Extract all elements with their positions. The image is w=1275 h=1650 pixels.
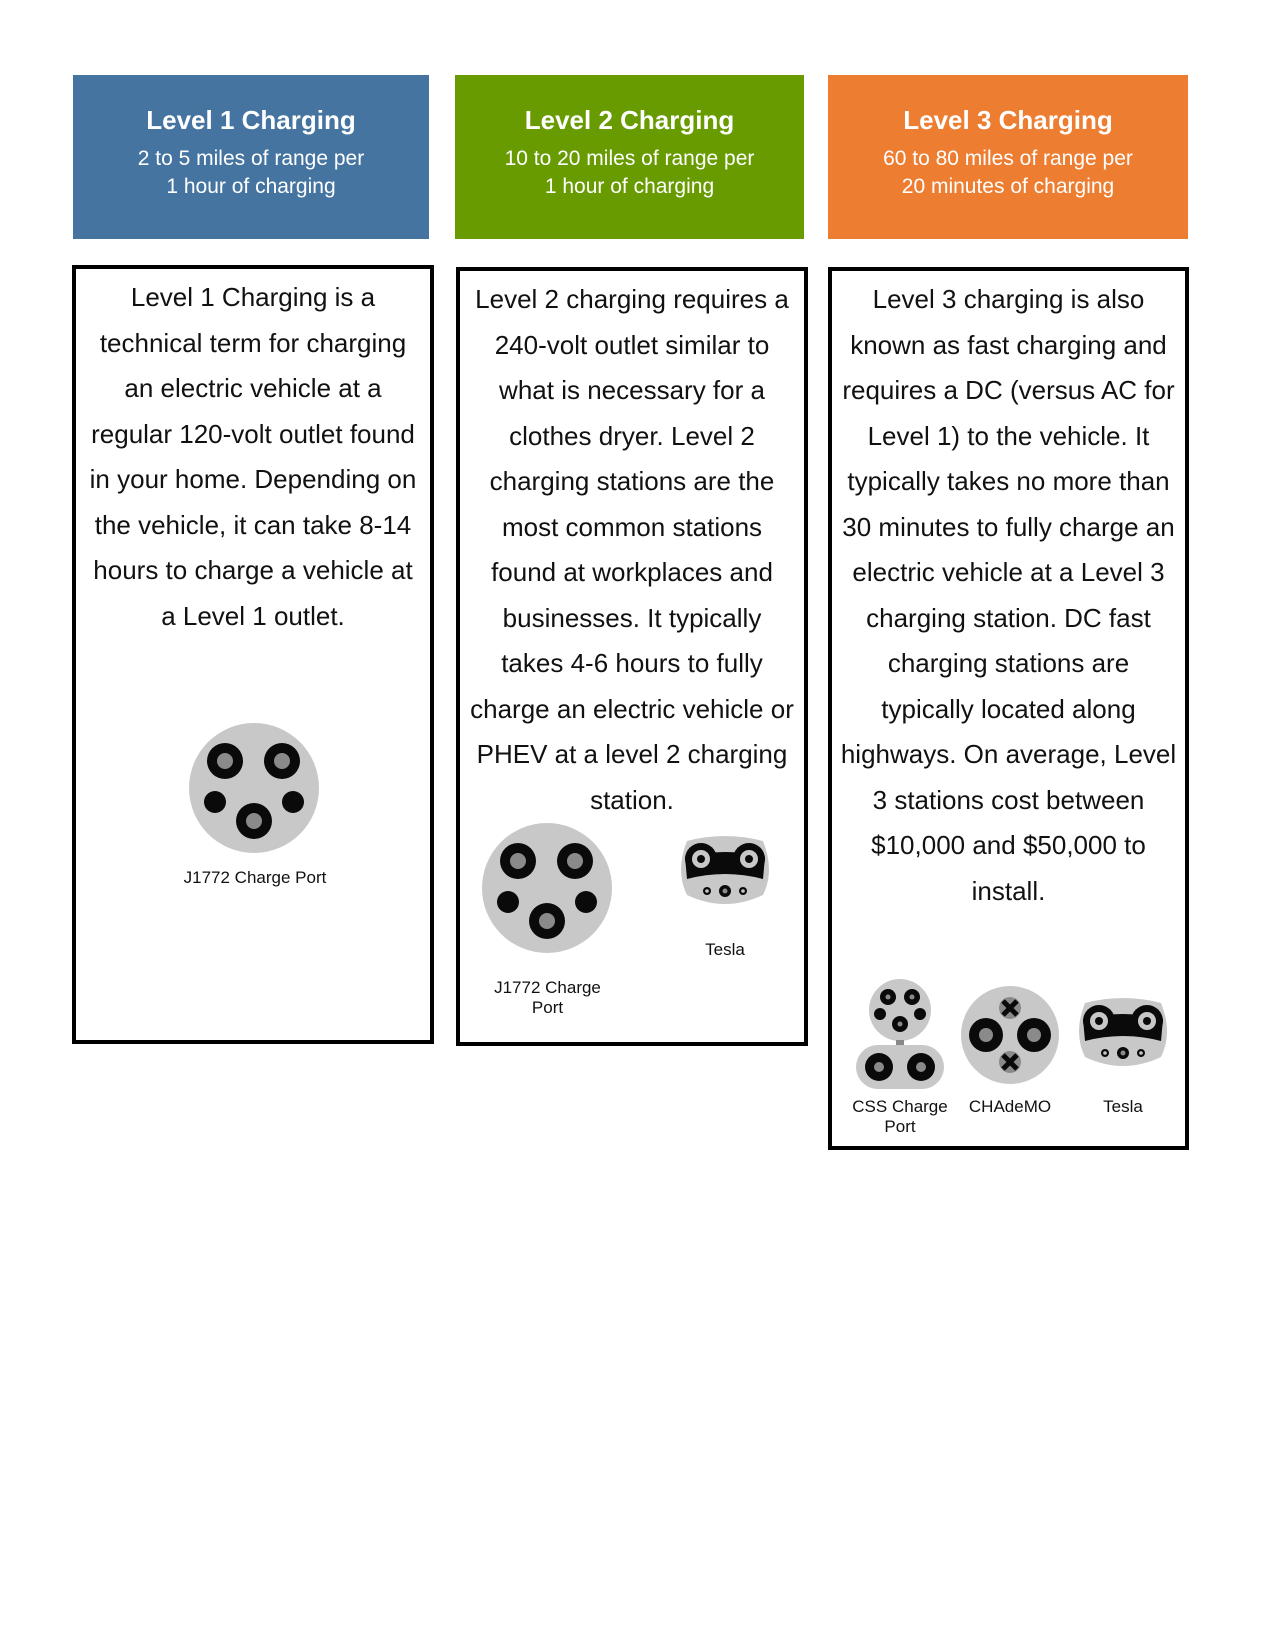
level1-title: Level 1 Charging: [146, 105, 356, 135]
level3-subtitle-line1: 60 to 80 miles of range per: [883, 147, 1133, 170]
tesla-port-icon: [677, 833, 773, 909]
level3-ccs-caption: [840, 1097, 960, 1137]
j1772-port-icon: [481, 822, 613, 954]
level1-subtitle-line2: 1 hour of charging: [166, 175, 336, 198]
caption-line2: Port: [884, 1117, 916, 1136]
caption-line2: Port: [531, 998, 564, 1017]
level2-subtitle-line2: 1 hour of charging: [544, 175, 715, 198]
level3-title: Level 3 Charging: [903, 105, 1113, 135]
level3-chademo-caption: CHAdeMO: [968, 1097, 1052, 1116]
level3-header: [828, 75, 1188, 239]
level3-description: Level 3 charging is also known as fast charging and requires a DC (versus AC for Level 1) to the vehicle. It typically takes no more than 30 minutes to fully charge an electric vehicle at a Level 3 charging station. DC fast charging stations are typically located along highways. On average, Level 3 stations cost between $10,000 and $50,000 to install.: [840, 284, 1177, 906]
j1772-port-icon: [188, 722, 320, 854]
level1-port-caption: J1772 Charge Port: [183, 868, 327, 887]
level2-title: Level 2 Charging: [524, 105, 735, 135]
level2-subtitle-line1: 10 to 20 miles of range per: [504, 147, 755, 170]
level3-tesla-caption: Tesla: [1103, 1097, 1143, 1116]
level2-header: [455, 75, 804, 239]
level1-description: Level 1 Charging is a technical term for charging an electric vehicle at a regular 120-volt outlet found in your home. Depending on the vehicle, it can take 8-14 hours to charge a vehicle at a Level 1 outlet.: [89, 282, 417, 631]
level2-description: Level 2 charging requires a 240-volt outlet similar to what is necessary for a clothes dryer. Level 2 charging stations are the most common stations found at workplaces and businesses. It typically takes 4-6 hours to fully charge an electric vehicle or PHEV at a level 2 charging station.: [470, 284, 794, 815]
caption-line1: CSS Charge: [852, 1097, 948, 1116]
tesla-port-icon: [1075, 995, 1171, 1071]
ccs-port-icon: [854, 978, 946, 1090]
chademo-port-icon: [960, 985, 1060, 1085]
level1-header: [73, 75, 429, 239]
level1-description-box: [72, 265, 434, 1044]
level3-subtitle-line2: 20 minutes of charging: [901, 175, 1115, 198]
caption-line1: J1772 Charge: [494, 978, 601, 997]
level2-tesla-caption: Tesla: [705, 940, 745, 959]
level1-subtitle-line1: 2 to 5 miles of range per: [137, 147, 365, 170]
level2-j1772-caption: [470, 978, 625, 1018]
